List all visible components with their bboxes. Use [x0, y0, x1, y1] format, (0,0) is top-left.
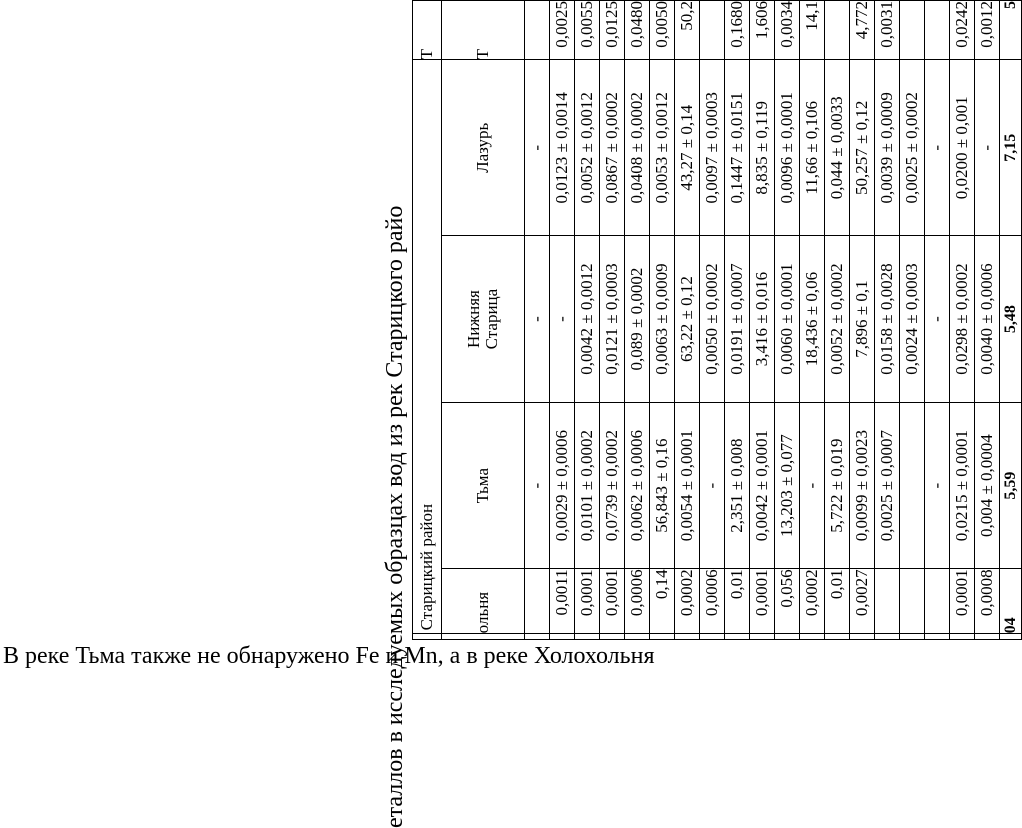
- table-row: [850, 1, 875, 640]
- region-header-right: Т: [413, 1, 442, 60]
- table-cell: -: [525, 60, 550, 236]
- table-cell: 1,606: [750, 1, 775, 60]
- table-cell: 0,056: [775, 569, 800, 634]
- table-cell: 0,0006: [625, 569, 650, 634]
- table-row: [925, 1, 950, 640]
- table-caption: еталлов в исследуемых образцах вод из рек Старицкого райо: [382, 205, 408, 828]
- table-cell: 0,0063 ± 0,0009: [650, 236, 675, 403]
- table-cell: 0,0001: [750, 569, 775, 634]
- sum-cell: 5,59: [1000, 402, 1022, 569]
- table-cell: 0,0101 ± 0,0002: [575, 402, 600, 569]
- table-row: [775, 1, 800, 640]
- table-cell: -: [525, 402, 550, 569]
- table-cell: [900, 1, 925, 60]
- table-row: [675, 1, 700, 640]
- column-header-line: Нижняя: [464, 290, 483, 348]
- table-cell: 0,0123 ± 0,0014: [550, 60, 575, 236]
- table-cell: 14,1: [800, 1, 825, 60]
- table-row: [750, 1, 775, 640]
- table-cell: 11,66 ± 0,106: [800, 60, 825, 236]
- table-cell: 8,835 ± 0,119: [750, 60, 775, 236]
- table-cell: 0,0011: [550, 569, 575, 634]
- table-row: [625, 1, 650, 640]
- table-row: [875, 1, 900, 640]
- table-cell: 0,044 ± 0,0033: [825, 60, 850, 236]
- table-row: [650, 1, 675, 640]
- table-row: [575, 1, 600, 640]
- table-cell: 0,0739 ± 0,0002: [600, 402, 625, 569]
- table-cell: 0,089 ± 0,0002: [625, 236, 650, 403]
- column-header: Т: [442, 1, 525, 60]
- column-header: [442, 236, 525, 403]
- table-cell: 0,0040 ± 0,0006: [975, 236, 1000, 403]
- column-header: Лазурь: [442, 60, 525, 236]
- table-cell: 0,01: [725, 569, 750, 634]
- table-cell: 0,0001: [575, 569, 600, 634]
- table-cell: 0,0001: [600, 569, 625, 634]
- table-cell: 0,0029 ± 0,0006: [550, 402, 575, 569]
- table-cell: 0,0027: [850, 569, 875, 634]
- table-row: [700, 1, 725, 640]
- table-cell: [925, 1, 950, 60]
- table-cell: 0,0215 ± 0,0001: [950, 402, 975, 569]
- table-cell: [975, 634, 1000, 640]
- table-cell: 0,0125: [600, 1, 625, 60]
- table-cell: 0,0008: [975, 569, 1000, 634]
- table-cell: 0,0408 ± 0,0002: [625, 60, 650, 236]
- table-row: [725, 1, 750, 640]
- table-cell: 0,0096 ± 0,0001: [775, 60, 800, 236]
- table-cell: 56,843 ± 0,16: [650, 402, 675, 569]
- table-cell: [900, 402, 925, 569]
- table-cell: 0,0012: [975, 1, 1000, 60]
- data-table: [412, 0, 1022, 640]
- sum-row: [1000, 1, 1022, 640]
- table-cell: 0,0052 ± 0,0012: [575, 60, 600, 236]
- table-cell: 0,0191 ± 0,0007: [725, 236, 750, 403]
- table-row: [900, 1, 925, 640]
- table-cell: 0,004 ± 0,0004: [975, 402, 1000, 569]
- table-cell: 0,0099 ± 0,0023: [850, 402, 875, 569]
- table-cell: 3,416 ± 0,016: [750, 236, 775, 403]
- table-cell: 0,0025 ± 0,0002: [900, 60, 925, 236]
- table-cell: 0,0054 ± 0,0001: [675, 402, 700, 569]
- table-row: [950, 1, 975, 640]
- table-cell: -: [550, 236, 575, 403]
- table-cell: 13,203 ± 0,077: [775, 402, 800, 569]
- table-cell: 0,0001: [950, 569, 975, 634]
- table-cell: 0,0052 ± 0,0002: [825, 236, 850, 403]
- table-cell: 0,0024 ± 0,0003: [900, 236, 925, 403]
- table-row: [825, 1, 850, 640]
- column-header: Тьма: [442, 402, 525, 569]
- table-cell: 63,22 ± 0,12: [675, 236, 700, 403]
- table-cell: 2,351 ± 0,008: [725, 402, 750, 569]
- table-cell: 0,0002: [800, 569, 825, 634]
- table-cell: 0,0867 ± 0,0002: [600, 60, 625, 236]
- table-cell: 0,0060 ± 0,0001: [775, 236, 800, 403]
- sum-cell: 5: [1000, 1, 1022, 60]
- table-cell: [900, 569, 925, 634]
- region-header: Старицкий район: [413, 60, 442, 634]
- table-cell: 0,0050 ± 0,0002: [700, 236, 725, 403]
- sum-cell: 7,15: [1000, 60, 1022, 236]
- table-cell: -: [925, 402, 950, 569]
- table-cell: 0,1680: [725, 1, 750, 60]
- table-row: [600, 1, 625, 640]
- table-row: [550, 1, 575, 640]
- table-cell: 0,0242: [950, 1, 975, 60]
- table-cell: [825, 1, 850, 60]
- table-row: [800, 1, 825, 640]
- table-cell: -: [975, 60, 1000, 236]
- table-cell: 0,0062 ± 0,0006: [625, 402, 650, 569]
- table-cell: 0,01: [825, 569, 850, 634]
- table-cell: 5,722 ± 0,019: [825, 402, 850, 569]
- table-cell: 0,0097 ± 0,0003: [700, 60, 725, 236]
- table-cell: 0,0298 ± 0,0002: [950, 236, 975, 403]
- table-cell: [875, 569, 900, 634]
- table-cell: 43,27 ± 0,14: [675, 60, 700, 236]
- table-cell: 0,0042 ± 0,0012: [575, 236, 600, 403]
- table-cell: 0,0055: [575, 1, 600, 60]
- table-cell: 50,257 ± 0,12: [850, 60, 875, 236]
- table-cell: [925, 569, 950, 634]
- table-cell: 0,0039 ± 0,0009: [875, 60, 900, 236]
- column-header-line: Старица: [482, 288, 501, 350]
- table-row: [525, 1, 550, 640]
- table-cell: 18,436 ± 0,06: [800, 236, 825, 403]
- table-row: [975, 1, 1000, 640]
- table-cell: 0,0025 ± 0,0007: [875, 402, 900, 569]
- table-cell: 50,2: [675, 1, 700, 60]
- table-cell: 0,0034: [775, 1, 800, 60]
- table-cell: 0,1447 ± 0,0151: [725, 60, 750, 236]
- column-header: ольня: [442, 569, 525, 634]
- table-cell: [525, 1, 550, 60]
- table-cell: -: [525, 236, 550, 403]
- table-cell: 0,0025: [550, 1, 575, 60]
- table-cell: -: [800, 402, 825, 569]
- table-cell: [700, 1, 725, 60]
- table-cell: 0,0158 ± 0,0028: [875, 236, 900, 403]
- sum-cell: 5,48: [1000, 236, 1022, 403]
- table-cell: 0,14: [650, 569, 675, 634]
- table-cell: 7,896 ± 0,1: [850, 236, 875, 403]
- table-cell: -: [925, 236, 950, 403]
- table-cell: 0,0042 ± 0,0001: [750, 402, 775, 569]
- table-cell: [1000, 634, 1022, 640]
- table-cell: 4,772: [850, 1, 875, 60]
- table-cell: 0,0480: [625, 1, 650, 60]
- table-cell: -: [925, 60, 950, 236]
- table-cell: 0,0050: [650, 1, 675, 60]
- table-cell: 0,0053 ± 0,0012: [650, 60, 675, 236]
- table-cell: 0,0031: [875, 1, 900, 60]
- table-cell: 0,0121 ± 0,0003: [600, 236, 625, 403]
- table-cell: 0,0200 ± 0,001: [950, 60, 975, 236]
- table-cell: 0,0006: [700, 569, 725, 634]
- table-cell: [525, 569, 550, 634]
- sum-cell: 04: [1000, 569, 1022, 634]
- body-text: В реке Тьма также не обнаружено Fe и Mn, а в реке Холохольня: [3, 643, 655, 669]
- table-cell: -: [700, 402, 725, 569]
- table-cell: 0,0002: [675, 569, 700, 634]
